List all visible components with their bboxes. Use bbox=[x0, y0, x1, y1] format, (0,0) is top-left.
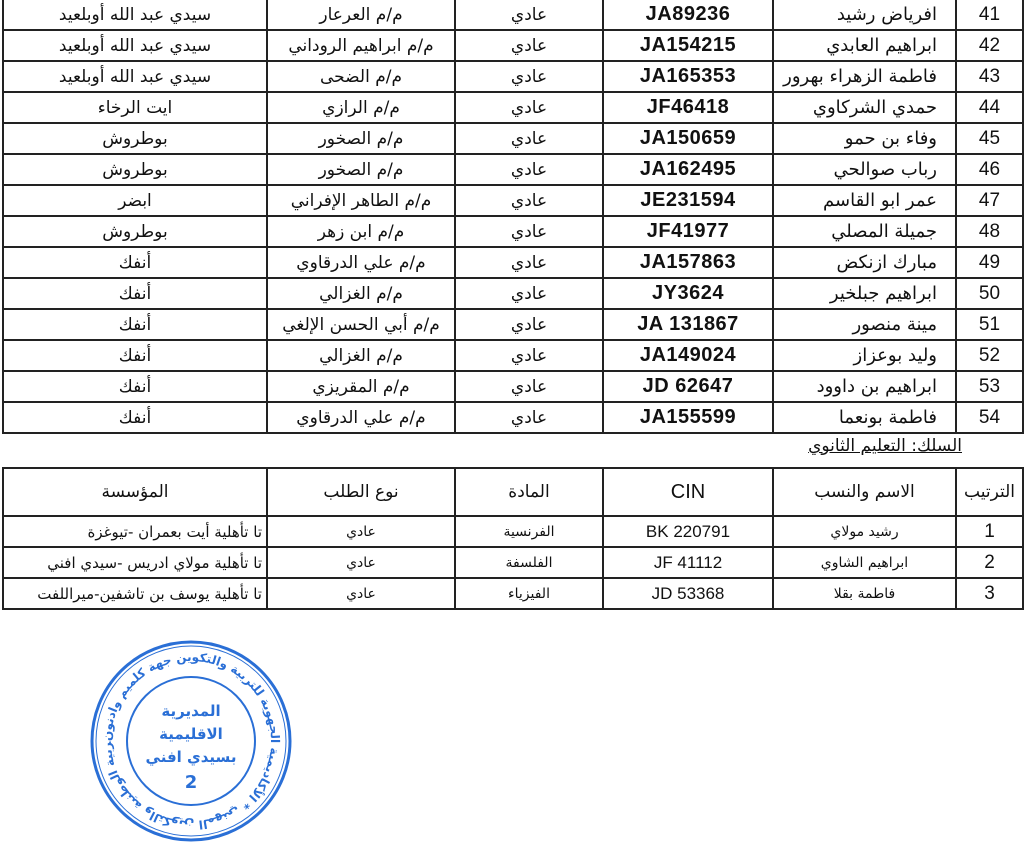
table-row bbox=[3, 547, 1023, 578]
cell-town: أنفك bbox=[3, 309, 267, 340]
table-row bbox=[3, 0, 1023, 30]
stamp-line-2: الاقليمية bbox=[159, 725, 223, 743]
cell-cin: JA155599 bbox=[603, 402, 773, 433]
table-row bbox=[3, 516, 1023, 547]
cell-rank: 41 bbox=[956, 0, 1023, 30]
cell-institution: تا تأهلية مولاي ادريس -سيدي افني bbox=[3, 547, 267, 578]
cell-request-type: عادي bbox=[455, 123, 603, 154]
table-row bbox=[3, 340, 1023, 371]
cell-town: أنفك bbox=[3, 278, 267, 309]
cell-school: م/م علي الدرقاوي bbox=[267, 247, 455, 278]
table-row bbox=[3, 123, 1023, 154]
cell-cin: JA154215 bbox=[603, 30, 773, 61]
table-row bbox=[3, 402, 1023, 433]
header-cin: CIN bbox=[603, 468, 773, 516]
cell-name: حمدي الشركاوي bbox=[773, 92, 956, 123]
table-row bbox=[3, 61, 1023, 92]
table-row bbox=[3, 247, 1023, 278]
cell-name: مبارك ازنكض bbox=[773, 247, 956, 278]
cell-cin: JA162495 bbox=[603, 154, 773, 185]
cell-rank: 3 bbox=[956, 578, 1023, 609]
cell-town: بوطروش bbox=[3, 154, 267, 185]
cell-institution: تا تأهلية أيت بعمران -تيوغزة bbox=[3, 516, 267, 547]
table-header-row bbox=[3, 468, 1023, 516]
cell-rank: 2 bbox=[956, 547, 1023, 578]
cell-town: أنفك bbox=[3, 340, 267, 371]
table-row bbox=[3, 92, 1023, 123]
cell-name: وفاء بن حمو bbox=[773, 123, 956, 154]
table-row bbox=[3, 371, 1023, 402]
cell-cin: JA 131867 bbox=[603, 309, 773, 340]
cell-request-type: عادي bbox=[455, 402, 603, 433]
cell-cin: JA157863 bbox=[603, 247, 773, 278]
cell-town: بوطروش bbox=[3, 123, 267, 154]
stamp-graphic bbox=[86, 636, 296, 846]
cell-rank: 54 bbox=[956, 402, 1023, 433]
table-row bbox=[3, 154, 1023, 185]
cell-rank: 43 bbox=[956, 61, 1023, 92]
cell-town: ابضر bbox=[3, 185, 267, 216]
cell-rank: 53 bbox=[956, 371, 1023, 402]
table-row bbox=[3, 278, 1023, 309]
cell-cin: JF46418 bbox=[603, 92, 773, 123]
cell-town: سيدي عبد الله أوبلعيد bbox=[3, 0, 267, 30]
teachers-table-primary bbox=[2, 0, 1024, 434]
cell-rank: 49 bbox=[956, 247, 1023, 278]
cell-rank: 48 bbox=[956, 216, 1023, 247]
cell-request-type: عادي bbox=[455, 154, 603, 185]
cell-name: ابراهيم بن داوود bbox=[773, 371, 956, 402]
table-row bbox=[3, 30, 1023, 61]
cell-subject: الفرنسية bbox=[455, 516, 603, 547]
cell-name: فاطمة بونعما bbox=[773, 402, 956, 433]
cell-school: م/م ابن زهر bbox=[267, 216, 455, 247]
cell-request-type: عادي bbox=[455, 309, 603, 340]
cell-rank: 50 bbox=[956, 278, 1023, 309]
cell-school: م/م ابراهيم الروداني bbox=[267, 30, 455, 61]
stamp-line-1: المديرية bbox=[161, 702, 221, 720]
cell-request-type: عادي bbox=[455, 278, 603, 309]
cell-rank: 44 bbox=[956, 92, 1023, 123]
cell-request-type: عادي bbox=[267, 516, 455, 547]
cell-institution: تا تأهلية يوسف بن تاشفين-ميراللفت bbox=[3, 578, 267, 609]
cell-name: وليد بوعزاز bbox=[773, 340, 956, 371]
cell-school: م/م الرازي bbox=[267, 92, 455, 123]
cell-name: ابراهيم جبلخير bbox=[773, 278, 956, 309]
cell-cin: JE231594 bbox=[603, 185, 773, 216]
cell-town: سيدي عبد الله أوبلعيد bbox=[3, 30, 267, 61]
cell-request-type: عادي bbox=[455, 371, 603, 402]
cell-request-type: عادي bbox=[455, 92, 603, 123]
header-name: الاسم والنسب bbox=[773, 468, 956, 516]
cell-school: م/م الضحى bbox=[267, 61, 455, 92]
cell-town: أنفك bbox=[3, 371, 267, 402]
cell-request-type: عادي bbox=[455, 0, 603, 30]
cell-rank: 45 bbox=[956, 123, 1023, 154]
official-stamp bbox=[86, 636, 296, 846]
cell-school: م/م أبي الحسن الإلغي bbox=[267, 309, 455, 340]
teachers-table-secondary bbox=[2, 467, 1024, 610]
cell-name: جميلة المصلي bbox=[773, 216, 956, 247]
cell-request-type: عادي bbox=[455, 340, 603, 371]
cell-cin: JD 53368 bbox=[603, 578, 773, 609]
cell-request-type: عادي bbox=[455, 30, 603, 61]
cell-rank: 47 bbox=[956, 185, 1023, 216]
table-row bbox=[3, 216, 1023, 247]
cell-cin: JD 62647 bbox=[603, 371, 773, 402]
stamp-ring-text: ربية الوطنية والتكوين المهني * الأكاديمية الجهوية للتربية والتكوين جهة كلميم وادنون bbox=[99, 649, 283, 833]
cell-town: ايت الرخاء bbox=[3, 92, 267, 123]
header-rank: الترتيب bbox=[956, 468, 1023, 516]
table-row bbox=[3, 309, 1023, 340]
table-row bbox=[3, 578, 1023, 609]
cell-name: مينة منصور bbox=[773, 309, 956, 340]
cell-rank: 51 bbox=[956, 309, 1023, 340]
cell-school: م/م الصخور bbox=[267, 154, 455, 185]
header-request-type: نوع الطلب bbox=[267, 468, 455, 516]
cell-cin: JA89236 bbox=[603, 0, 773, 30]
cell-town: أنفك bbox=[3, 402, 267, 433]
header-institution: المؤسسة bbox=[3, 468, 267, 516]
cell-school: م/م المقريزي bbox=[267, 371, 455, 402]
cell-name: عمر ابو القاسم bbox=[773, 185, 956, 216]
cell-school: م/م علي الدرقاوي bbox=[267, 402, 455, 433]
cell-name: رباب صوالحي bbox=[773, 154, 956, 185]
cell-cin: JF41977 bbox=[603, 216, 773, 247]
cell-town: سيدي عبد الله أوبلعيد bbox=[3, 61, 267, 92]
cell-name: ابراهيم الشاوي bbox=[773, 547, 956, 578]
cell-name: فاطمة الزهراء بهرور bbox=[773, 61, 956, 92]
cell-school: م/م الغزالي bbox=[267, 340, 455, 371]
stamp-line-4: 2 bbox=[184, 772, 198, 793]
secondary-table-body bbox=[3, 516, 1023, 609]
cell-town: بوطروش bbox=[3, 216, 267, 247]
cell-name: ابراهيم العابدي bbox=[773, 30, 956, 61]
cell-name: فاطمة بقلا bbox=[773, 578, 956, 609]
section-label: السلك: التعليم الثانوي bbox=[808, 436, 962, 456]
cell-subject: الفيزياء bbox=[455, 578, 603, 609]
cell-cin: JA150659 bbox=[603, 123, 773, 154]
cell-cin: JY3624 bbox=[603, 278, 773, 309]
stamp-line-3: بسيدي افني bbox=[145, 748, 237, 766]
cell-town: أنفك bbox=[3, 247, 267, 278]
cell-name: رشيد مولاي bbox=[773, 516, 956, 547]
cell-rank: 52 bbox=[956, 340, 1023, 371]
cell-school: م/م الطاهر الإفراني bbox=[267, 185, 455, 216]
cell-request-type: عادي bbox=[455, 247, 603, 278]
cell-rank: 1 bbox=[956, 516, 1023, 547]
primary-table-body bbox=[3, 0, 1023, 433]
cell-rank: 42 bbox=[956, 30, 1023, 61]
header-subject: المادة bbox=[455, 468, 603, 516]
cell-name: افرياض رشيد bbox=[773, 0, 956, 30]
cell-request-type: عادي bbox=[455, 216, 603, 247]
cell-request-type: عادي bbox=[455, 61, 603, 92]
cell-school: م/م العرعار bbox=[267, 0, 455, 30]
cell-cin: BK 220791 bbox=[603, 516, 773, 547]
cell-cin: JA165353 bbox=[603, 61, 773, 92]
cell-request-type: عادي bbox=[267, 578, 455, 609]
table-row bbox=[3, 185, 1023, 216]
cell-school: م/م الصخور bbox=[267, 123, 455, 154]
cell-school: م/م الغزالي bbox=[267, 278, 455, 309]
cell-subject: الفلسفة bbox=[455, 547, 603, 578]
cell-request-type: عادي bbox=[267, 547, 455, 578]
cell-rank: 46 bbox=[956, 154, 1023, 185]
cell-cin: JA149024 bbox=[603, 340, 773, 371]
cell-request-type: عادي bbox=[455, 185, 603, 216]
cell-cin: JF 41112 bbox=[603, 547, 773, 578]
